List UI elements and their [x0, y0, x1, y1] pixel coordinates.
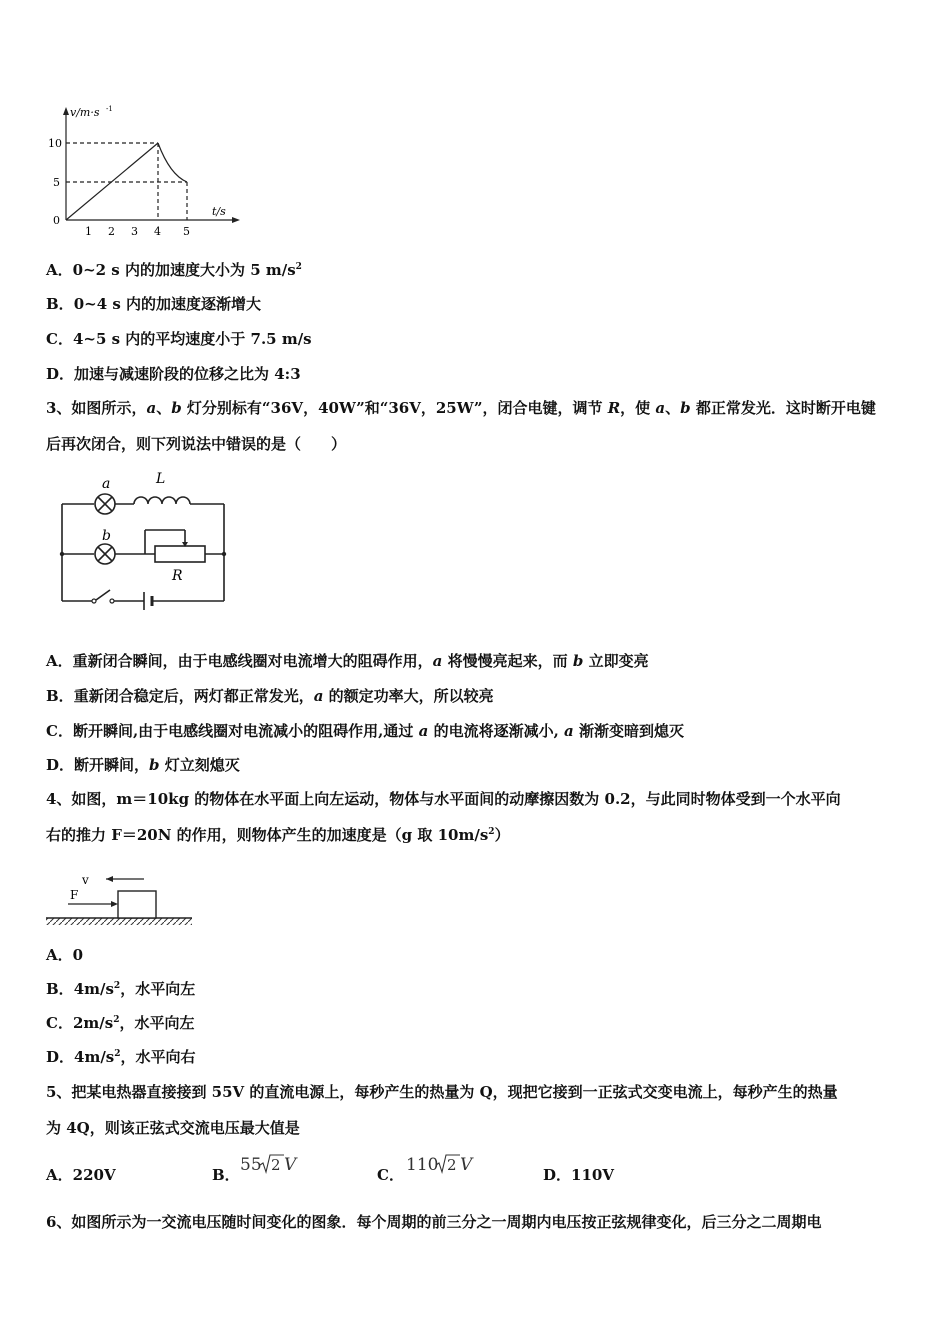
velocity-time-graph [44, 100, 244, 242]
y-axis-label-exp: -1 [106, 105, 113, 113]
q5-stem-line1: 5、把某电热器直接接到 55V 的直流电源上，每秒产生的热量为 Q，现把它接到一正弦式交变电流上，每秒产生的热量 [46, 1083, 838, 1101]
q4-option-d[interactable]: D．$4m/s^2$，水平向右 [46, 1048, 196, 1066]
svg-text:V: V [284, 1155, 297, 1175]
q3-stem-line1: 3、如图所示，a、b 灯分别标有“36V，40W”和“36V，25W”，闭合电键，调节 R，使 a、b 都正常发光．这时断开电键 [46, 399, 876, 417]
q2-option-d[interactable]: D．加速与减速阶段的位移之比为 4:3 [46, 365, 301, 383]
svg-text:55: 55 [240, 1155, 262, 1175]
q4-stem-line2: 右的推力 F＝20N 的作用，则物体产生的加速度是（g 取 $10m/s^2$） [46, 826, 510, 844]
q3-stem-line2: 后再次闭合，则下列说法中错误的是（ ） [46, 435, 347, 453]
ground-hatch [46, 918, 192, 925]
q4-option-c[interactable]: C．$2m/s^2$，水平向左 [46, 1014, 195, 1032]
label-r: R [172, 568, 183, 584]
label-a: a [102, 476, 111, 492]
q3-option-d[interactable]: D．断开瞬间，b 灯立刻熄灭 [46, 756, 240, 774]
block [118, 891, 156, 918]
x-tick: 1 [85, 225, 92, 238]
svg-text:2: 2 [447, 1156, 457, 1174]
x-axis-label: t/s [212, 205, 226, 218]
q5-option-b-formula [238, 1152, 302, 1176]
label-f: F [70, 888, 79, 902]
x-tick: 3 [131, 225, 138, 238]
q5-option-a[interactable]: A．220V [46, 1166, 116, 1184]
label-v: v [82, 873, 89, 887]
deceleration-curve [158, 143, 187, 182]
label-b: b [102, 528, 111, 544]
x-tick: 2 [108, 225, 115, 238]
q4-block-figure [44, 868, 196, 930]
q4-option-a[interactable]: A．0 [46, 946, 84, 964]
q5-option-b[interactable]: B． [212, 1166, 240, 1184]
q4-option-b[interactable]: B．$4m/s^2$，水平向左 [46, 980, 196, 998]
switch-blade [96, 590, 110, 600]
y-tick: 5 [53, 176, 60, 189]
q5-option-c-formula [404, 1152, 478, 1176]
svg-text:2: 2 [271, 1156, 281, 1174]
q3-option-b[interactable]: B．重新闭合稳定后，两灯都正常发光，a 的额定功率大，所以较亮 [46, 687, 494, 705]
y-tick: 0 [53, 214, 60, 227]
inductor-coil [134, 497, 190, 504]
q3-option-a[interactable]: A．重新闭合瞬间，由于电感线圈对电流增大的阻碍作用，a 将慢慢亮起来，而 b 立即变亮 [46, 652, 649, 670]
svg-text:110: 110 [406, 1155, 439, 1175]
x-tick: 4 [154, 225, 161, 238]
q5-stem-line2: 为 4Q，则该正弦式交流电压最大值是 [46, 1119, 300, 1137]
label-l: L [156, 471, 166, 487]
q2-option-b[interactable]: B．0~4 s 内的加速度逐渐增大 [46, 295, 262, 313]
rheostat-r [155, 546, 205, 562]
q2-option-a[interactable]: A．0~2 s 内的加速度大小为 5 $m/s^2$ [46, 261, 302, 279]
svg-text:V: V [460, 1155, 473, 1175]
q5-option-d[interactable]: D．110V [543, 1166, 614, 1184]
q5-option-c[interactable]: C． [377, 1166, 404, 1184]
q2-option-c[interactable]: C．4~5 s 内的平均速度小于 7.5 m/s [46, 330, 312, 348]
y-tick: 10 [48, 137, 62, 150]
y-axis-label: v/m·s [70, 106, 100, 119]
q3-option-c[interactable]: C．断开瞬间,由于电感线圈对电流减小的阻碍作用,通过 a 的电流将逐渐减小, a 渐渐变暗到熄灭 [46, 722, 684, 740]
q6-stem-line1: 6、如图所示为一交流电压随时间变化的图象．每个周期的前三分之一周期内电压按正弦规律变化，后三分之二周期电 [46, 1213, 822, 1231]
x-tick: 5 [183, 225, 190, 238]
q3-circuit-diagram [52, 466, 242, 616]
q4-stem-line1: 4、如图，m＝10kg 的物体在水平面上向左运动，物体与水平面间的动摩擦因数为 0.2，与此同时物体受到一个水平向 [46, 790, 841, 808]
